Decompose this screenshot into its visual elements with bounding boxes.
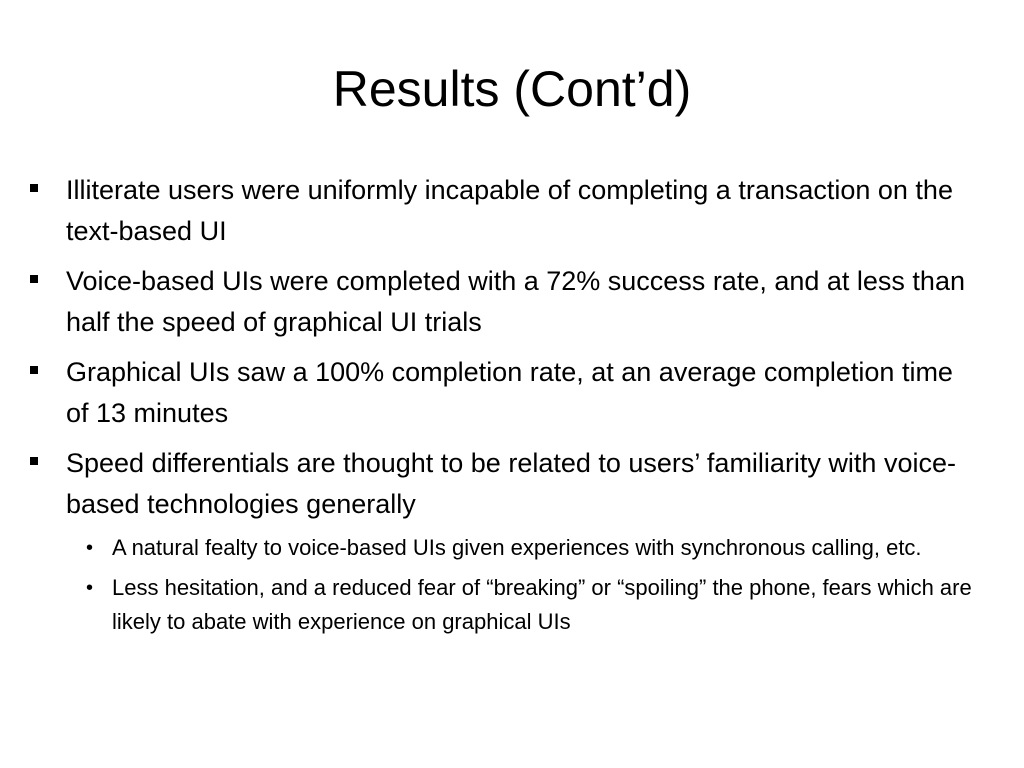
- bullet-text: Illiterate users were uniformly incapable of completing a transaction on the text-based UI: [66, 175, 953, 246]
- slide-body: [28, 170, 978, 648]
- sub-bullet-list: [66, 531, 978, 639]
- sub-bullet-text: Less hesitation, and a reduced fear of “breaking” or “spoiling” the phone, fears which are likely to abate with experience on graphical UIs: [112, 575, 972, 634]
- square-bullet-icon: [30, 457, 38, 465]
- round-bullet-icon: •: [86, 577, 94, 599]
- bullet-item: [28, 352, 978, 434]
- bullet-item: [28, 443, 978, 639]
- bullet-text: Speed differentials are thought to be related to users’ familiarity with voice-based technologies generally: [66, 448, 956, 519]
- square-bullet-icon: [30, 275, 38, 283]
- slide-title: Results (Cont’d): [332, 61, 692, 117]
- square-bullet-icon: [30, 366, 38, 374]
- bullet-item: [28, 170, 978, 252]
- round-bullet-icon: •: [86, 537, 94, 559]
- bullet-list: [28, 170, 978, 639]
- sub-bullet-item: [66, 571, 978, 639]
- sub-bullet-item: [66, 531, 978, 565]
- bullet-text: Voice-based UIs were completed with a 72% success rate, and at less than half the speed of graphical UI trials: [66, 266, 965, 337]
- square-bullet-icon: [30, 184, 38, 192]
- bullet-text: Graphical UIs saw a 100% completion rate, at an average completion time of 13 minutes: [66, 357, 953, 428]
- sub-bullet-text: A natural fealty to voice-based UIs given experiences with synchronous calling, etc.: [112, 535, 922, 560]
- bullet-item: [28, 261, 978, 343]
